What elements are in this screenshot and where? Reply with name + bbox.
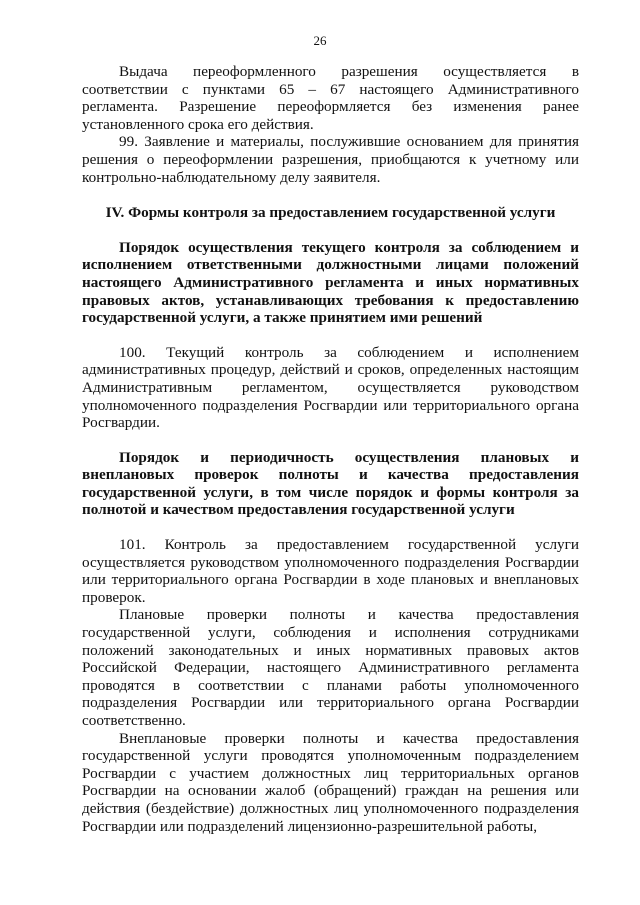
paragraph-99: 99. Заявление и материалы, послужившие основанием для принятия решения о переоформлении разрешения, приобщаются к учетному или контрольно-наблюдательному делу заявителя.	[82, 133, 579, 186]
subheading-inspections: Порядок и периодичность осуществления плановых и внеплановых проверок полноты и качества предоставления государственной услуги, в том числе порядок и формы контроля за полнотой и качеством предоставления государственной услуги	[82, 448, 579, 519]
section-heading-iv: IV. Формы контроля за предоставлением государственной услуги	[105, 204, 556, 222]
paragraph-unplanned-inspections: Внеплановые проверки полноты и качества предоставления государственной услуги проводятся уполномоченным подразделением Росгвардии с участием должностных лиц территориальных органов Росгвардии на основании жалоб (обращений) граждан на решения или действия (бездействие) должностных лиц уполномоченного подразделения Росгвардии или подразделений лицензионно-разрешительной работы,	[82, 729, 579, 835]
paragraph-100: 100. Текущий контроль за соблюдением и исполнением административных процедур, действий и сроков, определенных настоящим Административным регламентом, осуществляется руководством уполномоченного подразделения Росгвардии или территориального органа Росгвардии.	[82, 343, 579, 432]
subheading-current-control: Порядок осуществления текущего контроля за соблюдением и исполнением ответственными должностными лицами положений настоящего Административного регламента и иных нормативных правовых актов, устанавливающих требования к предоставлению государственной услуги, а также принятием ими решений	[82, 238, 579, 327]
page-number: 26	[313, 33, 327, 48]
paragraph-reissued-permit: Выдача переоформленного разрешения осуществляется в соответствии с пунктами 65 – 67 настоящего Административного регламента. Разрешение переоформляется без изменения ранее установленного срока его действия.	[82, 63, 579, 133]
paragraph-101: 101. Контроль за предоставлением государственной услуги осуществляется руководством уполномоченного подразделения Росгвардии или территориального органа Росгвардии в ходе плановых и внеплановых проверок.	[82, 536, 579, 606]
paragraph-planned-inspections: Плановые проверки полноты и качества предоставления государственной услуги, соблюдения и исполнения сотрудниками положений законодательных и иных нормативных правовых актов Российской Федерации, настоящего Административного регламента проводятся в соответствии с планами работы уполномоченного подразделения Росгвардии или территориального органа Росгвардии соответственно.	[82, 606, 579, 729]
page-content	[82, 63, 579, 835]
